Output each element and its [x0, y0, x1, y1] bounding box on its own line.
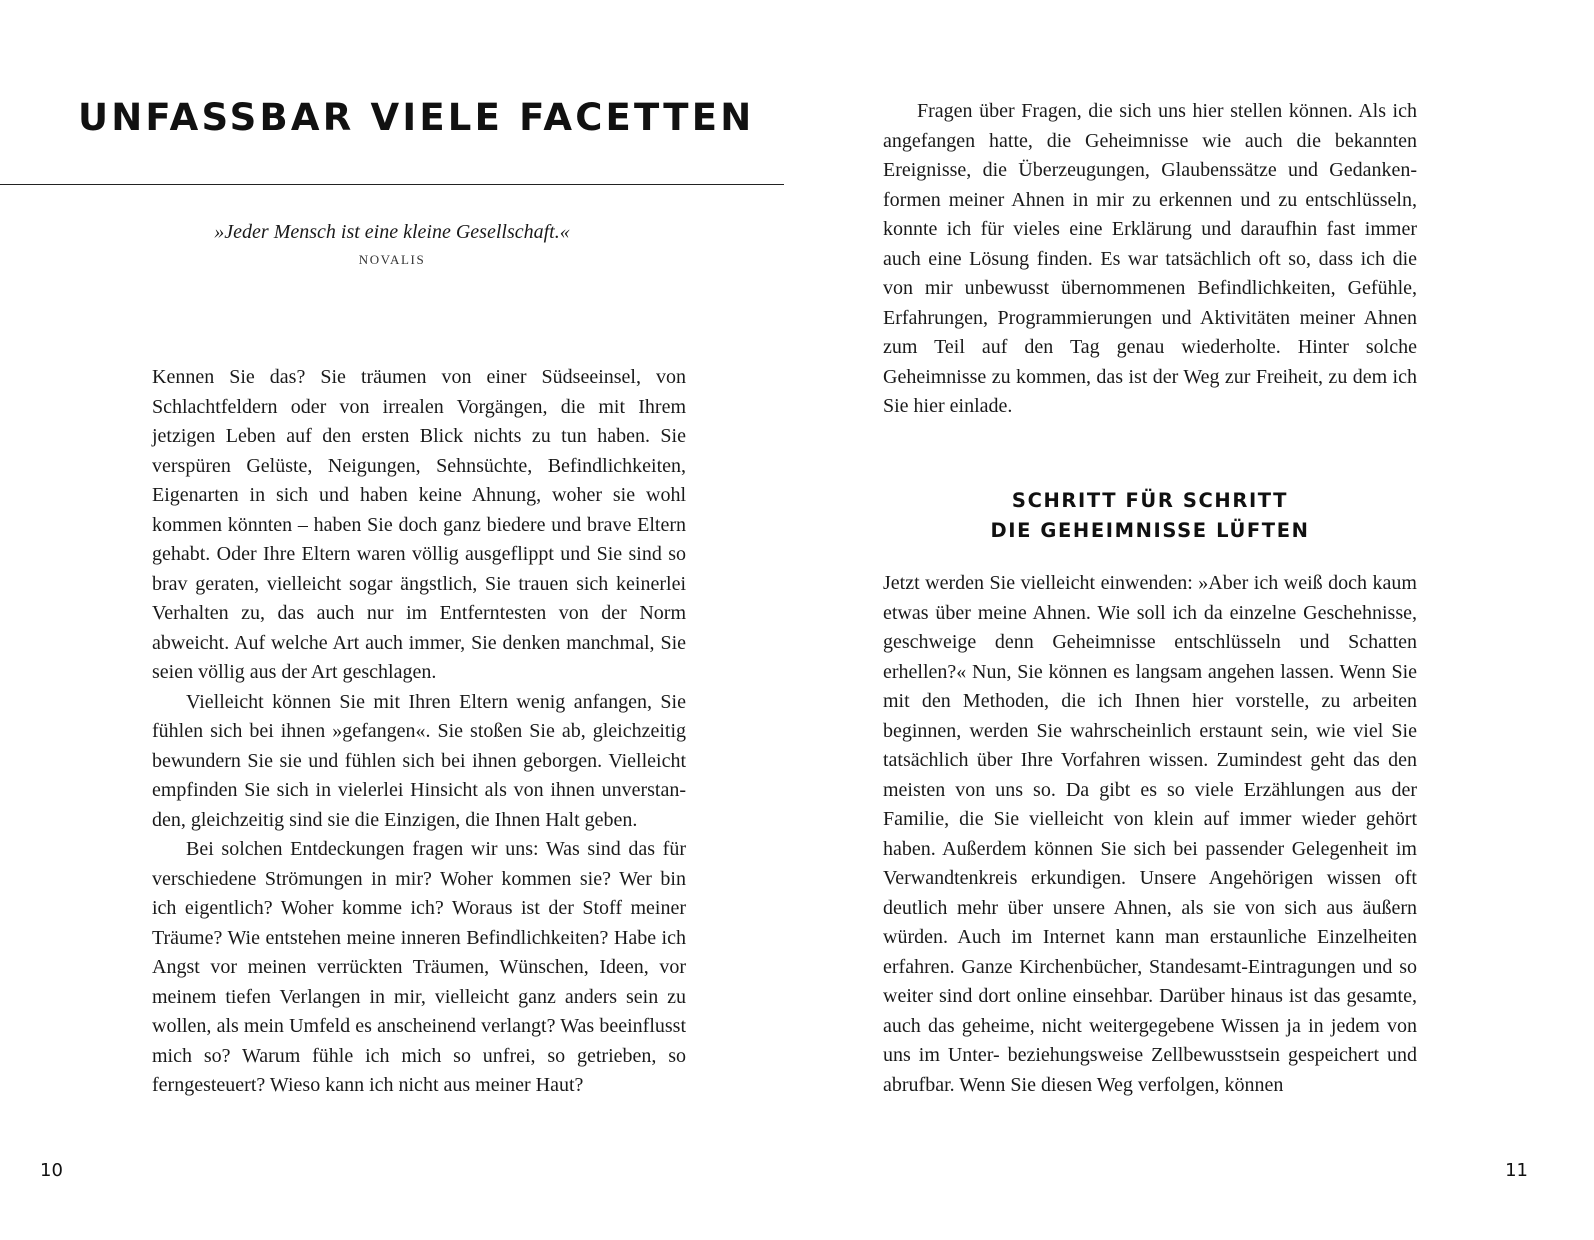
- section-heading-line: SCHRITT FÜR SCHRITT: [1011, 489, 1289, 512]
- body-paragraph: Kennen Sie das? Sie träumen von einer Südseeinsel, von Schlachtfeldern oder von irrealen Vorgängen, die mit Ihrem jetzigen Leben auf den ersten Blick nichts zu tun haben. Sie verspüren Gelüste, Neigungen, Sehnsüchte, Befindlichkeiten, Eigenarten in sich und haben keine Ahnung, woher sie wohl kommen könnten – haben Sie doch ganz biedere und brave Eltern gehabt. Oder Ihre Eltern waren völlig ausgeflippt und Sie sind so brav geraten, vielleicht sogar ängstlich, Sie trauen sich keinerlei Verhalten zu, das auch nur im Entferntesten von der Norm abweicht. Auf welche Art auch immer, Sie denken manchmal, Sie seien völlig aus der Art geschlagen.: [152, 366, 686, 683]
- body-paragraph: Jetzt werden Sie vielleicht einwenden: »Aber ich weiß doch kaum etwas über meine Ahnen. Wie soll ich da einzelne Geschehnisse, geschweige denn Geheimnisse entschlüsseln und Schatten erhellen?« Nun, Sie können es langsam angehen lassen. Wenn Sie mit den Methoden, die ich Ihnen hier vorstelle, zu arbeiten beginnen, werden Sie wahrscheinlich erstaunt sein, wie viel Sie tatsächlich über Ihre Vorfahren wissen. Zumindest geht das den meisten von uns so. Da gibt es so viele Erzählungen aus der Familie, die Sie vielleicht von klein auf immer wieder gehört haben. Außerdem können Sie sich bei passender Gelegenheit im Verwandtenkreis erkundigen. Unsere Angehörigen wissen oft deutlich mehr über unsere Ahnen, als sie von sich aus äußern würden. Auch im Internet kann man erstaunliche Einzelheiten erfahren. Ganze Kirchenbücher, Standesamt-Eintragungen und so weiter sind dort online einsehbar. Darüber hinaus ist das gesamte, auch das geheime, nicht weitergegebene Wissen ja in jedem von uns im Unter- beziehungsweise Zellbewusstsein gespeichert und abrufbar. Wenn Sie diesen Weg verfolgen, können: [883, 572, 1417, 1096]
- right-intro-text: [883, 97, 1417, 422]
- right-page: [797, 0, 1594, 1240]
- epigraph-quote: »Jeder Mensch ist eine kleine Gesellschaft.«: [214, 221, 570, 243]
- section-heading-line: DIE GEHEIMNISSE LÜFTEN: [990, 519, 1310, 542]
- page-number: 11: [1505, 1160, 1528, 1181]
- body-paragraph: Bei solchen Entdeckungen fragen wir uns: Was sind das für verschiedene Strömungen in mir? Woher kommen sie? Wer bin ich eigentlich? Woher komme ich? Woraus ist der Stoff meiner Träume? Wie entstehen meine inneren Befindlichkeiten? Habe ich Angst vor meinen verrückten Träumen, Wünschen, Ideen, vor meinem tiefen Verlangen in mir, vielleicht ganz anders sein zu wollen, als mein Umfeld es anscheinend verlangt? Was beeinflusst mich so? Warum fühle ich mich so unfrei, so getrieben, so ferngesteuert? Wieso kann ich nicht aus meiner Haut?: [152, 838, 686, 1096]
- page-number: 10: [40, 1160, 63, 1181]
- left-body-text: [152, 363, 686, 1101]
- title-divider: [0, 184, 784, 185]
- chapter-title: UNFASSBAR VIELE FACETTEN: [78, 96, 755, 139]
- body-paragraph: Vielleicht können Sie mit Ihren Eltern wenig anfangen, Sie fühlen sich bei ihnen »gefangen«. Sie stoßen Sie ab, gleichzeitig bewundern Sie sie und fühlen sich bei ihnen geborgen. Vielleicht empfinden Sie sich in vielerlei Hinsicht als von ihnen unverstanden, gleichzeitig sind sie die Einzigen, die Ihnen Halt geben.: [152, 690, 686, 831]
- epigraph: [0, 218, 784, 268]
- section-heading: [883, 486, 1417, 546]
- body-paragraph: Fragen über Fragen, die sich uns hier stellen können. Als ich angefangen hatte, die Geheimnisse wie auch die bekannten Ereignisse, die Überzeugungen, Glaubenssätze und Gedankenformen meiner Ahnen in mir zu erkennen und zu entschlüsseln, konnte ich für vieles eine Erklärung und daraufhin fast immer auch eine Lösung finden. Es war tatsächlich oft so, dass ich die von mir unbewusst übernommenen Befindlichkeiten, Gefühle, Erfahrungen, Programmierungen und Aktivitäten meiner Ahnen zum Teil auf den Tag genau wiederholte. Hinter solche Geheimnisse zu kommen, das ist der Weg zur Freiheit, zu dem ich Sie hier einlade.: [883, 100, 1417, 417]
- epigraph-author: NOVALIS: [358, 252, 426, 267]
- right-section-text: [883, 569, 1417, 1100]
